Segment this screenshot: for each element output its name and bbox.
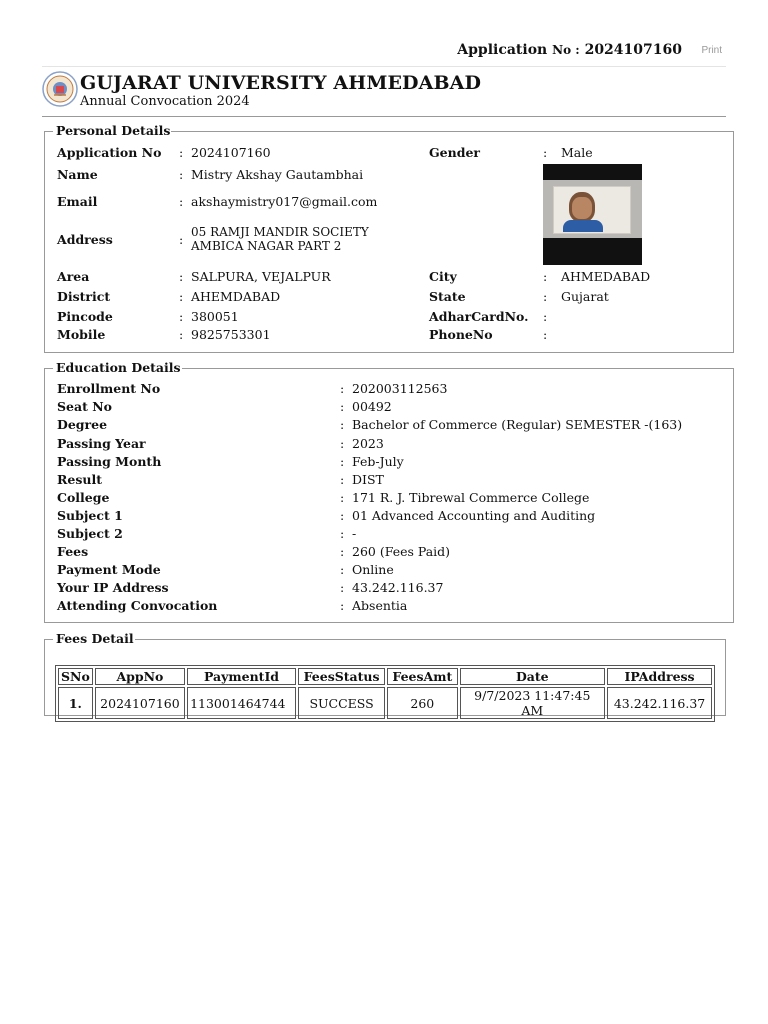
applicant-photo (543, 164, 642, 265)
city-label: City (429, 269, 457, 284)
colon: : (543, 269, 548, 284)
colon: : (340, 544, 345, 559)
fees-column-header: FeesStatus (298, 668, 385, 685)
table-cell: 1. (58, 687, 93, 719)
education-value: - (352, 526, 357, 541)
education-details-section (44, 360, 734, 623)
fees-table-body (58, 687, 712, 719)
colon: : (340, 490, 345, 505)
name-label: Name (57, 167, 98, 182)
email-value: akshaymistry017@gmail.com (191, 194, 378, 209)
area-label: Area (57, 269, 90, 284)
table-cell: SUCCESS (298, 687, 385, 719)
colon: : (340, 381, 345, 396)
table-cell: 9/7/2023 11:47:45 AM (460, 687, 606, 719)
fees-detail-section (44, 631, 726, 718)
address-line-2: AMBICA NAGAR PART 2 (191, 239, 342, 253)
adhar-label: AdharCardNo. (429, 309, 529, 324)
phone-label: PhoneNo (429, 327, 493, 342)
education-value: Bachelor of Commerce (Regular) SEMESTER -(163) (352, 417, 683, 432)
education-label: College (57, 490, 110, 505)
table-cell: 260 (387, 687, 457, 719)
colon: : (340, 399, 345, 414)
area-value: SALPURA, VEJALPUR (191, 269, 331, 284)
education-label: Subject 2 (57, 526, 123, 541)
name-value: Mistry Akshay Gautambhai (191, 167, 364, 182)
education-details-legend: Education Details (56, 360, 181, 375)
state-label: State (429, 289, 466, 304)
top-bar (0, 42, 768, 62)
education-label: Degree (57, 417, 108, 432)
pincode-value: 380051 (191, 309, 239, 324)
colon: : (340, 454, 345, 469)
colon: : (340, 526, 345, 541)
education-label: Subject 1 (57, 508, 123, 523)
application-number-header (457, 42, 682, 58)
personal-details-legend: Personal Details (56, 123, 171, 138)
application-no-value: 2024107160 (584, 42, 682, 58)
colon: : (179, 309, 184, 324)
gender-label: Gender (429, 145, 480, 160)
application-no-label: Application No (57, 145, 162, 160)
district-label: District (57, 289, 111, 304)
colon: : (340, 508, 345, 523)
colon: : (543, 289, 548, 304)
colon: : (179, 269, 184, 284)
header-divider (42, 116, 726, 117)
education-value: Online (352, 562, 394, 577)
table-cell: 2024107160 (95, 687, 185, 719)
education-value: 171 R. J. Tibrewal Commerce College (352, 490, 590, 505)
fees-table (55, 665, 715, 722)
city-value: AHMEDABAD (561, 269, 651, 284)
state-value: Gujarat (561, 289, 609, 304)
education-value: Absentia (352, 598, 408, 613)
email-label: Email (57, 194, 98, 209)
colon: : (340, 598, 345, 613)
education-label: Enrollment No (57, 381, 161, 396)
divider (42, 66, 726, 67)
mobile-value: 9825753301 (191, 327, 271, 342)
education-value: 260 (Fees Paid) (352, 544, 451, 559)
university-title: GUJARAT UNIVERSITY AHMEDABAD (80, 72, 482, 94)
fees-column-header: PaymentId (187, 668, 296, 685)
education-value: 202003112563 (352, 381, 448, 396)
colon: : (179, 167, 184, 182)
colon: : (543, 309, 548, 324)
colon: : (179, 327, 184, 342)
table-cell: 43.242.116.37 (607, 687, 712, 719)
education-value: Feb-July (352, 454, 404, 469)
education-label: Attending Convocation (57, 598, 218, 613)
fees-column-header: IPAddress (607, 668, 712, 685)
fees-column-header: AppNo (95, 668, 185, 685)
education-value: 01 Advanced Accounting and Auditing (352, 508, 596, 523)
education-label: Result (57, 472, 102, 487)
mobile-label: Mobile (57, 327, 106, 342)
fees-table-header (58, 668, 712, 685)
print-link[interactable]: Print (701, 45, 722, 56)
education-label: Your IP Address (57, 580, 169, 595)
education-value: 43.242.116.37 (352, 580, 444, 595)
district-value: AHEMDABAD (191, 289, 281, 304)
education-value: DIST (352, 472, 384, 487)
colon: : (340, 580, 345, 595)
address-label: Address (57, 232, 113, 247)
education-value: 2023 (352, 436, 384, 451)
convocation-subtitle: Annual Convocation 2024 (80, 94, 250, 109)
colon: : (340, 472, 345, 487)
education-value: 00492 (352, 399, 392, 414)
address-line-1: 05 RAMJI MANDIR SOCIETY (191, 225, 369, 239)
pincode-label: Pincode (57, 309, 113, 324)
colon: : (179, 145, 184, 160)
colon: : (543, 327, 548, 342)
colon: : (179, 194, 184, 209)
colon: : (340, 562, 345, 577)
table-cell: 113001464744 (187, 687, 296, 719)
fees-column-header: SNo (58, 668, 93, 685)
application-no-value: 2024107160 (191, 145, 271, 160)
application-no-label: No : (552, 43, 580, 57)
education-label: Payment Mode (57, 562, 161, 577)
education-label: Seat No (57, 399, 112, 414)
colon: : (543, 145, 548, 160)
colon: : (340, 436, 345, 451)
application-label: Application (457, 42, 548, 58)
gender-value: Male (561, 145, 593, 160)
colon: : (179, 289, 184, 304)
page-header (42, 71, 742, 111)
fees-column-header: FeesAmt (387, 668, 457, 685)
table-row (58, 687, 712, 719)
colon: : (340, 417, 345, 432)
education-label: Fees (57, 544, 89, 559)
education-label: Passing Year (57, 436, 146, 451)
colon: : (179, 232, 184, 247)
fees-detail-legend: Fees Detail (56, 631, 134, 646)
fees-column-header: Date (460, 668, 606, 685)
personal-details-section (44, 123, 734, 353)
education-label: Passing Month (57, 454, 162, 469)
university-logo-icon (42, 71, 78, 107)
